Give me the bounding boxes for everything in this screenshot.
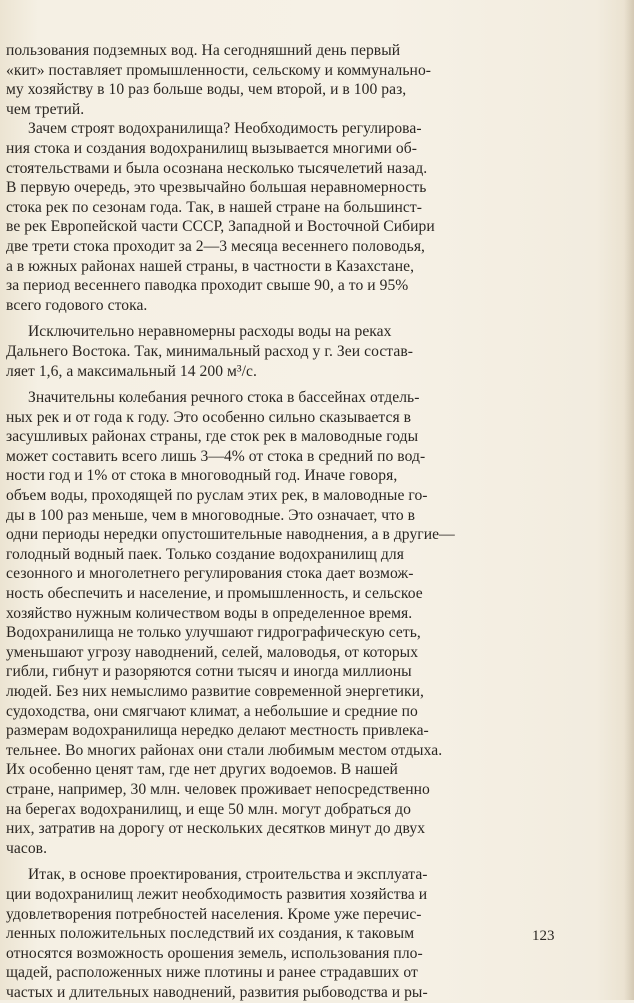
paragraph-conclusion: Итак, в основе проектирования, строительства и эксплуата- ции водохранилищ лежит необходимость развития хозяйства и удовлетворения потребностей населения. Кроме уже перечис- ленных положительных последствий их создания, к таковым относятся возможность орошения земель, использования пло- щадей, расположенных ниже плотины и ранее страдавших от частых и длительных наводнений, развития рыбоводства и ры- [6,866,428,1001]
body-text [6,41,552,1003]
paragraph-why-reservoirs: Зачем строят водохранилища? Необходимость регулирова- ния стока и создания водохранилищ вызывается многими об- стоятельствами и была осознана несколько тысячелетий назад. В первую очередь, это чрезвычайно большая неравномерность стока рек по сезонам года. Так, в нашей стране на большинст- ве рек Европейской части СССР, Западной и Восточной Сибири две трети стока проходит за 2—3 месяца весеннего половодья, а в южных районах нашей страны, в частности в Казахстане, за период весеннего паводка проходит свыше 90, а то и 95% всего годового стока. [6,120,435,314]
paragraph-far-east: Исключительно неравномерны расходы воды на реках Дальнего Востока. Так, минимальный расход у г. Зеи состав- ляет 1,6, а максимальный 14 200 м³/с. [6,323,413,380]
paragraph-continuation: пользования подземных вод. На сегодняшний день первый «кит» поставляет промышленности, сельскому и коммунально- му хозяйству в 10 раз больше воды, чем второй, и в 100 раз, чем третий. [6,42,432,118]
page-number: 123 [532,928,555,944]
paragraph-fluctuations: Значительны колебания речного стока в бассейнах отдель- ных рек и от года к году. Это особенно сильно сказывается в засушливых районах страны, где сток рек в маловодные годы может составить всего лишь 3—4% от стока в средний по вод- ности год и 1% от стока в многоводный год. Иначе говоря, объем воды, проходящей по руслам этих рек, в маловодные го- ды в 100 раз меньше, чем в многоводные. Это означает, что в одни периоды нередки опустошительные наводнения, а в другие— голодный водный паек. Только создание водохранилищ для сезонного и многолетнего регулирования стока дает возмож- ность обеспечить и население, и промышленность, и сельское хозяйство нужным количеством воды в определенное время. Водохранилища не только улучшают гидрографическую сеть, уменьшают угрозу наводнений, селей, маловодья, от которых гибли, гибнут и разоряются сотни тысяч и иногда миллионы людей. Без них немыслимо развитие современной энергетики, судоходства, они смягчают климат, а небольшие и средние по размерам водохранилища нередко делают местность привлека- тельнее. Во многих районах они стали любимым местом отдыха. Их особенно ценят там, где нет других водоемов. В нашей стране, например, 30 млн. человек проживает непосредственно на берегах водохранилищ, и еще 50 млн. могут добраться до них, затратив на дорогу от нескольких десятков минут до двух часов. [6,389,455,857]
page-edge-shadow [624,0,634,1000]
